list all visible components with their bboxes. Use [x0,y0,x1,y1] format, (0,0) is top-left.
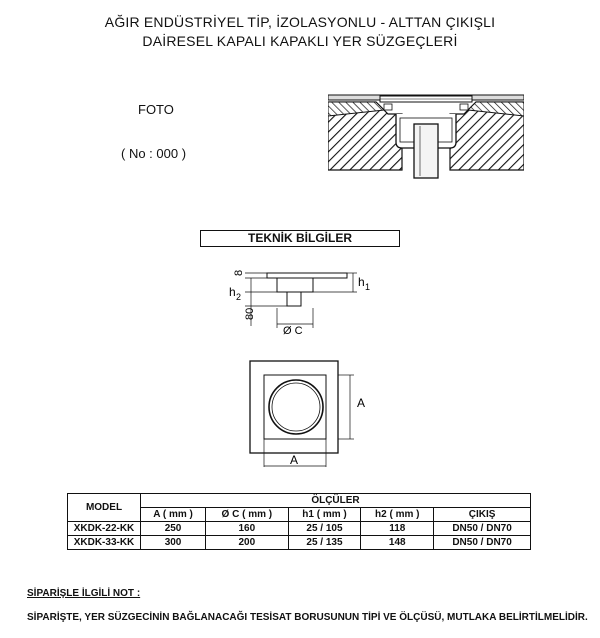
photo-label: FOTO [138,102,174,117]
photo-number: ( No : 000 ) [121,146,187,161]
order-note-text: SİPARİŞTE, YER SÜZGECİNİN BAĞLANACAĞI TESİSAT BORUSUNUN TİPİ VE ÖLÇÜSÜ, MUTLAKA BELİRTİLMELİDİR. [27,612,588,623]
order-note-title: SİPARİŞLE İLGİLİ NOT : [27,588,141,599]
table-cell: 25 / 105 [288,522,361,536]
table-cell: 250 [141,522,206,536]
dim-h1-label: h [358,275,365,289]
dim-h2-label: h [229,285,236,299]
specifications-table [67,493,531,550]
table-row [68,522,531,536]
table-cell: DN50 / DN70 [434,536,531,550]
table-header-col: Ø C ( mm ) [206,508,289,522]
dim-80-label: 80 [244,307,256,320]
table-header-col: A ( mm ) [141,508,206,522]
table-header-col: h2 ( mm ) [361,508,434,522]
table-cell: 148 [361,536,434,550]
table-header-col: ÇIKIŞ [434,508,531,522]
document-title-line1: AĞIR ENDÜSTRİYEL TİP, İZOLASYONLU - ALTTAN ÇIKIŞLI [104,14,496,30]
dim-a-bottom-label: A [290,453,299,467]
top-view-drawing [236,355,386,471]
side-view-drawing [225,264,375,336]
dim-h2-sub: 2 [236,292,242,302]
table-cell: DN50 / DN70 [434,522,531,536]
table-cell: 25 / 135 [288,536,361,550]
table-cell: 160 [206,522,289,536]
dim-a-side-label: A [357,396,366,410]
table-header-model: MODEL [68,494,141,522]
table-cell: 300 [141,536,206,550]
table-cell: 118 [361,522,434,536]
table-header-olculer: ÖLÇÜLER [141,494,531,508]
table-cell-model: XKDK-22-KK [68,522,141,536]
technical-info-heading: TEKNİK BİLGİLER [200,230,400,247]
table-row [68,536,531,550]
cross-section-drawing [328,92,524,182]
table-cell-model: XKDK-33-KK [68,536,141,550]
dim-8-label: 8 [233,269,245,276]
table-cell: 200 [206,536,289,550]
document-title-line2: DAİRESEL KAPALI KAPAKLI YER SÜZGEÇLERİ [142,33,458,49]
dim-c-label: Ø C [283,325,303,336]
dim-h1-sub: 1 [365,282,371,292]
table-header-col: h1 ( mm ) [288,508,361,522]
